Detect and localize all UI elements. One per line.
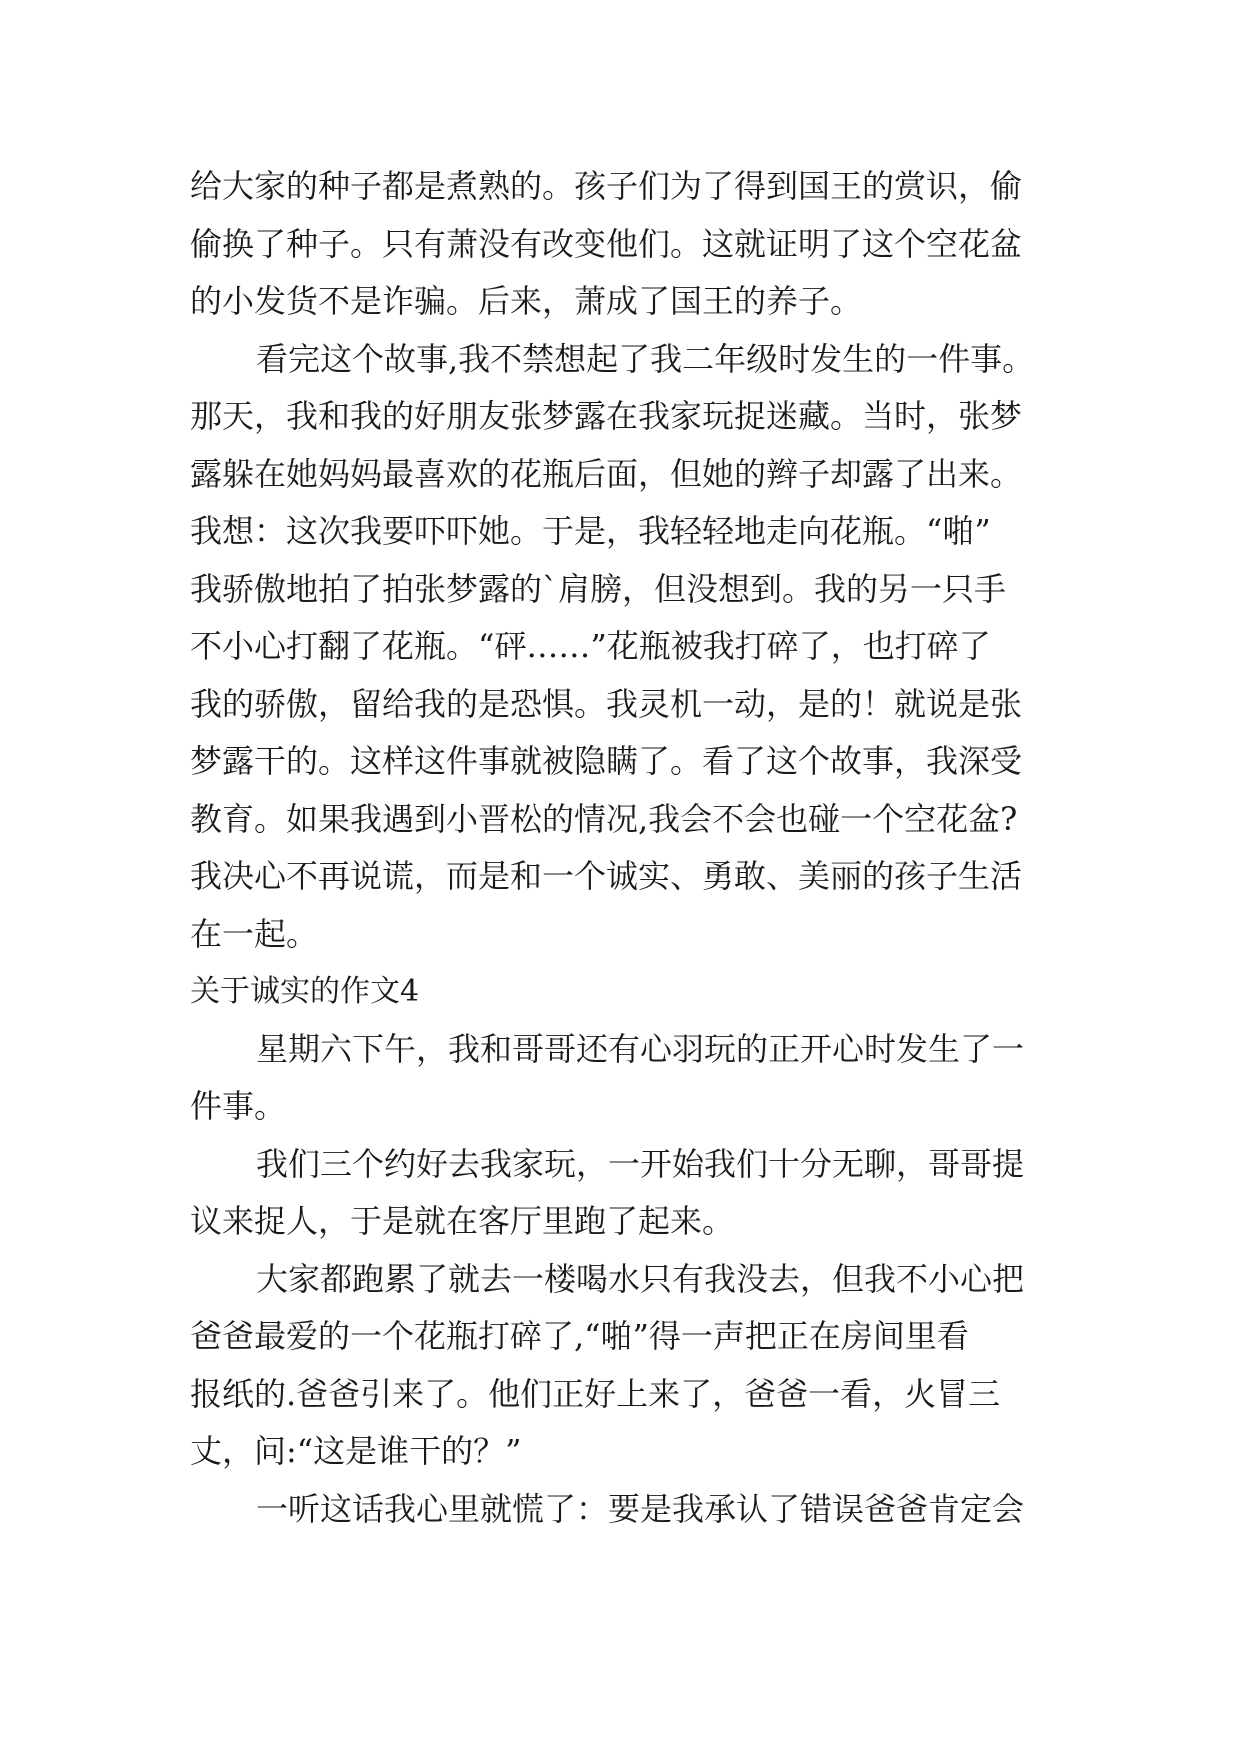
- text-line: 丈，问:“这是谁干的？”: [190, 1432, 522, 1470]
- text-line: 星期六下午，我和哥哥还有心羽玩的正开心时发生了一: [256, 1029, 1025, 1068]
- text-line: 给大家的种子都是煮熟的。孩子们为了得到国王的赏识，偷: [190, 167, 1023, 205]
- text-line: 大家都跑累了就去一楼喝水只有我没去，但我不小心把: [256, 1259, 1025, 1298]
- text-line: 的小发货不是诈骗。后来，萧成了国王的养子。: [190, 282, 863, 320]
- text-line: 爸爸最爱的一个花瓶打碎了,“啪”得一声把正在房间里看: [190, 1317, 969, 1355]
- text-line: 那天，我和我的好朋友张梦露在我家玩捉迷藏。当时，张梦: [190, 397, 1023, 435]
- text-line: 一听这话我心里就慌了：要是我承认了错误爸爸肯定会: [256, 1489, 1025, 1528]
- text-line: 露躲在她妈妈最喜欢的花瓶后面，但她的辫子却露了出来。: [190, 454, 1023, 493]
- text-line: 我想：这次我要吓吓她。于是，我轻轻地走向花瓶。“啪”: [190, 512, 991, 550]
- text-line: 梦露干的。这样这件事就被隐瞒了。看了这个故事，我深受: [190, 742, 1023, 780]
- document-body: [190, 158, 1070, 1538]
- text-line: 我决心不再说谎，而是和一个诚实、勇敢、美丽的孩子生活: [190, 857, 1023, 895]
- section-heading: 关于诚实的作文4: [190, 974, 420, 1009]
- text-line: 看完这个故事,我不禁想起了我二年级时发生的一件事。: [256, 339, 1035, 378]
- text-line: 偷换了种子。只有萧没有改变他们。这就证明了这个空花盆: [190, 224, 1023, 263]
- text-line: 教育。如果我遇到小晋松的情况,我会不会也碰一个空花盆?: [190, 799, 1018, 838]
- text-line: 件事。: [190, 1087, 287, 1125]
- text-line: 不小心打翻了花瓶。“砰……”花瓶被我打碎了，也打碎了: [190, 627, 991, 665]
- text-line: 我们三个约好去我家玩，一开始我们十分无聊，哥哥提: [256, 1144, 1025, 1183]
- text-line: 我骄傲地拍了拍张梦露的`肩膀，但没想到。我的另一只手: [190, 569, 1007, 608]
- text-line: 议来捉人，于是就在客厅里跑了起来。: [190, 1202, 735, 1240]
- text-line: 我的骄傲，留给我的是恐惧。我灵机一动，是的！就说是张: [190, 684, 1023, 723]
- text-line: 在一起。: [190, 914, 319, 953]
- text-line: 报纸的.爸爸引来了。他们正好上来了，爸爸一看，火冒三: [190, 1374, 1001, 1413]
